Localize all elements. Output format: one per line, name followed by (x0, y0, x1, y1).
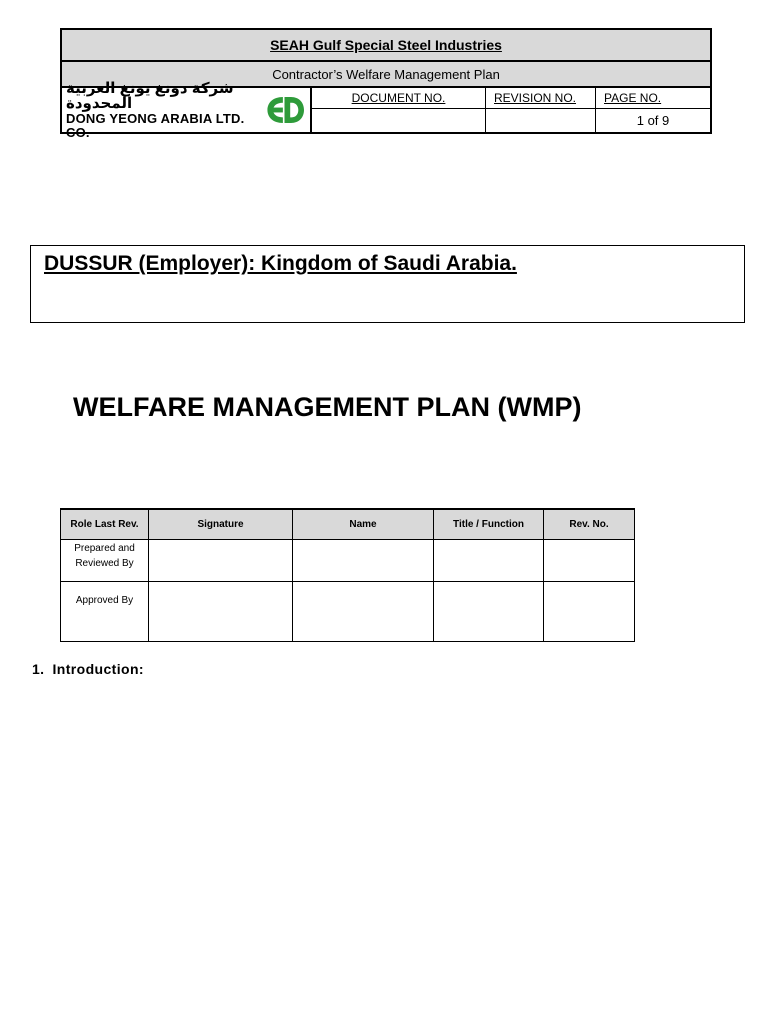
role-line: Prepared and (74, 543, 135, 554)
document-no-value (312, 109, 486, 132)
approvals-table (60, 508, 635, 642)
company-logo (62, 79, 312, 140)
page-no-label: PAGE NO. (596, 88, 710, 109)
document-no-label: DOCUMENT NO. (312, 88, 486, 109)
role-line: Reviewed By (75, 558, 134, 569)
name-cell (293, 540, 434, 582)
col-rev-no: Rev. No. (544, 509, 635, 540)
plan-name: Contractor’s Welfare Management Plan (62, 62, 710, 88)
section-title: Introduction: (52, 661, 144, 677)
revision-no-label: REVISION NO. (486, 88, 596, 109)
col-signature: Signature (149, 509, 293, 540)
col-title-function: Title / Function (434, 509, 544, 540)
rev-no-cell (544, 540, 635, 582)
role-line: Approved By (75, 595, 134, 606)
title-function-cell (434, 540, 544, 582)
document-title: WELFARE MANAGEMENT PLAN (WMP) (73, 392, 582, 422)
name-cell (293, 582, 434, 642)
section-heading-introduction (32, 661, 144, 677)
approvals-header-row (61, 509, 635, 540)
role-approved (61, 582, 149, 642)
logo-arabic-name: شركة دونغ يونغ العربية المحدودة (66, 79, 234, 113)
table-row (61, 582, 635, 642)
table-row (61, 540, 635, 582)
document-header (60, 28, 712, 140)
signature-cell (149, 582, 293, 642)
col-role: Role Last Rev. (61, 509, 149, 540)
document-meta-grid (312, 88, 710, 132)
header-info-row (62, 79, 710, 140)
revision-no-value (486, 109, 596, 132)
col-name: Name (293, 509, 434, 540)
title-function-cell (434, 582, 544, 642)
logo-mark-icon (265, 90, 306, 130)
signature-cell (149, 540, 293, 582)
page-no-value: 1 of 9 (636, 113, 670, 128)
rev-no-cell (544, 582, 635, 642)
logo-latin-name: DONG YEONG ARABIA LTD. CO. (66, 111, 245, 140)
logo-text (66, 81, 259, 140)
company-name: SEAH Gulf Special Steel Industries (62, 30, 710, 62)
section-number: 1. (32, 661, 45, 677)
employer-text: DUSSUR (Employer): Kingdom of Saudi Arabia. (44, 252, 517, 275)
role-prepared-reviewed (61, 540, 149, 582)
employer-box (30, 245, 745, 323)
